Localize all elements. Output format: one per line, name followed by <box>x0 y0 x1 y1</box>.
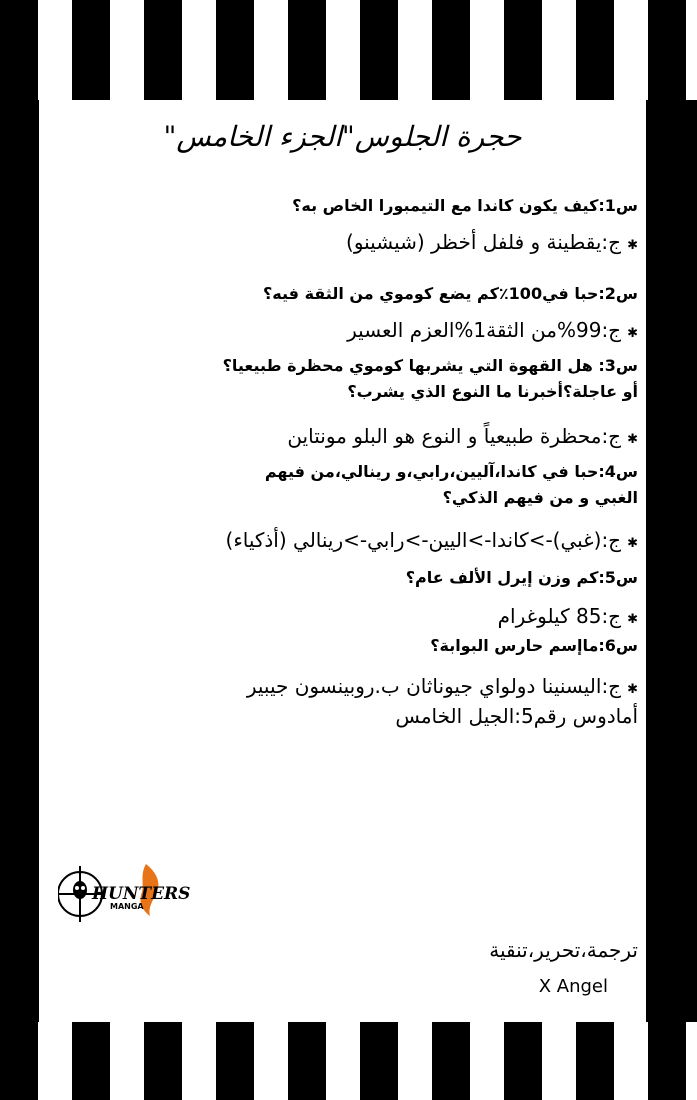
bullet-icon: ✱ <box>627 682 638 697</box>
bullet-icon: ✱ <box>627 238 638 253</box>
answer-6: ✱ج:اليسنينا دولواي جيوناثان ب.روبينسون جيبير <box>246 674 638 698</box>
right-border <box>648 100 697 1022</box>
top-stripe-border <box>0 0 697 100</box>
bullet-icon: ✱ <box>627 326 638 341</box>
question-3: س3: هل القهوة التي يشربها كوموي محظرة طبيعيا؟ <box>222 356 638 375</box>
answer-1: ✱ج:يقطينة و فلفل أخظر (شيشينو) <box>346 230 638 254</box>
question-1: س1:كيف يكون كاندا مع التيمبورا الخاص به؟ <box>292 196 638 215</box>
bottom-stripe-border <box>0 1022 697 1100</box>
question-5: س5:كم وزن إيرل الألف عام؟ <box>405 568 638 587</box>
question-6: س6:ماإسم حارس البوابة؟ <box>430 636 638 655</box>
logo-subtext: MANGA <box>110 902 144 911</box>
page-title: "حجرة الجلوس"الجزء الخامس <box>163 120 522 153</box>
left-border <box>0 100 37 1022</box>
answer-2: ✱ج:99%من الثقة1%العزم العسير <box>347 318 638 342</box>
bullet-icon: ✱ <box>627 612 638 627</box>
answer-4: ✱ج:(غبي)->كاندا->اليين->رابي->رينالي (أذكياء) <box>225 528 638 552</box>
credits-roles: ترجمة،تحرير،تنقية <box>489 938 638 962</box>
hunters-manga-logo <box>58 858 191 928</box>
bullet-icon: ✱ <box>627 432 638 447</box>
question-4: س4:حبا في كاندا،آليين،رابي،و رينالي،من فيهم <box>264 462 638 481</box>
answer-5: ✱ج:85 كيلوغرام <box>497 604 638 628</box>
question-4-continued: الغبي و من فيهم الذكي؟ <box>442 488 638 507</box>
answer-3: ✱ج:محظرة طبيعياً و النوع هو البلو مونتاين <box>287 424 638 448</box>
bullet-icon: ✱ <box>627 536 638 551</box>
logo-text: HUNTERS <box>92 884 191 904</box>
question-3-continued: أو عاجلة؟أخبرنا ما النوع الذي يشرب؟ <box>347 382 638 401</box>
question-2: س2:حبا في100٪كم يضع كوموي من الثقة فيه؟ <box>263 284 638 303</box>
answer-6-continued: أمادوس رقم5:الجيل الخامس <box>395 704 638 728</box>
credits-name: X Angel <box>538 976 608 997</box>
